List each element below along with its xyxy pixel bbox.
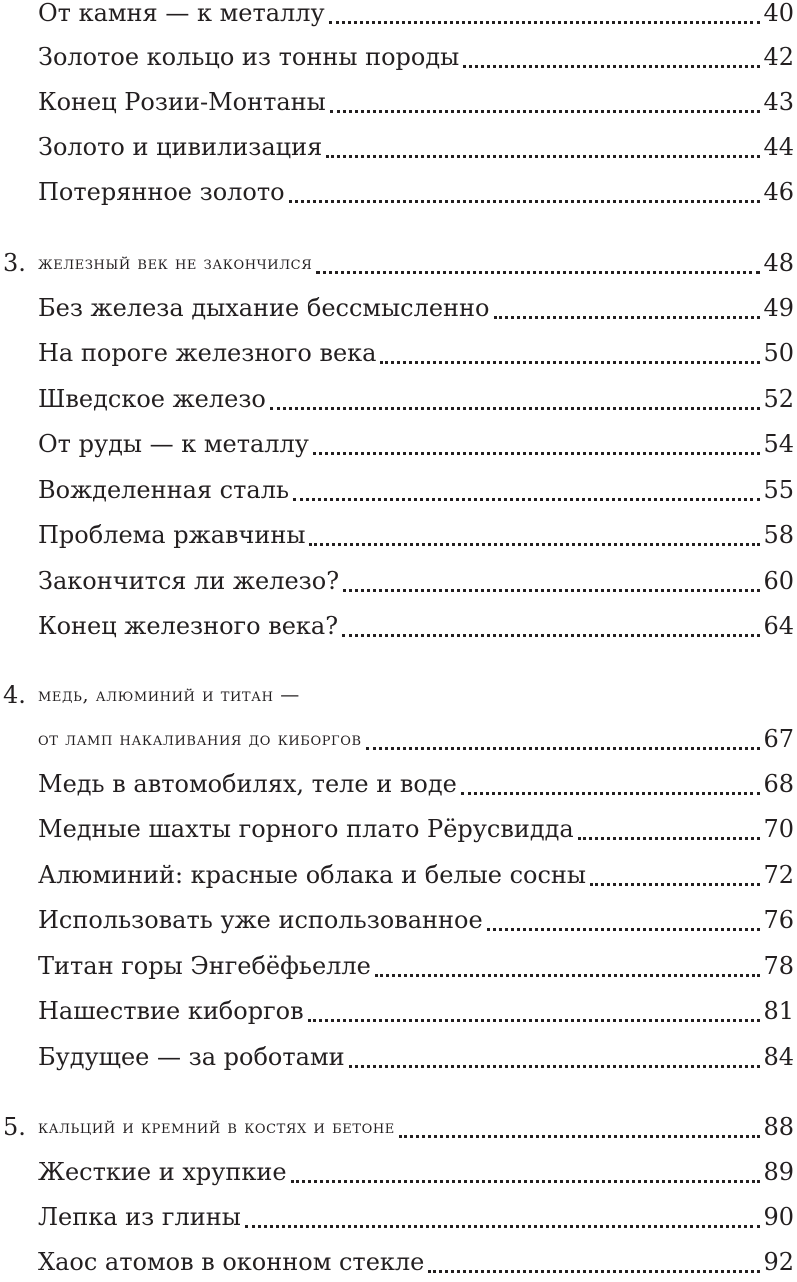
page-number: 60 — [763, 567, 794, 595]
toc-entry — [0, 0, 797, 33]
section-title: Использовать уже использованное — [38, 906, 483, 934]
toc-entry-row — [38, 470, 794, 510]
toc-entry — [0, 1152, 797, 1192]
toc-chapter — [0, 1107, 797, 1147]
section-title: Конец железного века? — [38, 612, 339, 640]
page-number: 72 — [763, 861, 794, 889]
dot-leader — [329, 0, 761, 33]
toc-entry-row — [38, 0, 794, 33]
toc-entry-row — [38, 1107, 794, 1147]
toc-entry — [0, 946, 797, 986]
section-title: Конец Розии-Монтаны — [38, 88, 326, 116]
section-title: Золото и цивилизация — [38, 133, 323, 161]
page-number: 50 — [763, 339, 794, 367]
dot-leader — [326, 127, 760, 167]
toc-entry-row — [38, 127, 794, 167]
toc-entry — [0, 900, 797, 940]
toc-chapter — [0, 675, 797, 715]
toc-entry — [0, 561, 797, 601]
toc-entry-row — [38, 855, 794, 895]
toc-entry — [0, 1037, 797, 1077]
chapter-number: 4. — [3, 681, 26, 709]
dot-leader — [349, 1037, 761, 1077]
page-number: 46 — [763, 178, 794, 206]
toc-entry — [0, 333, 797, 373]
toc-entry-row — [38, 809, 794, 849]
page-number: 89 — [763, 1158, 794, 1186]
page-number: 90 — [763, 1203, 794, 1231]
page-number: 88 — [763, 1113, 794, 1141]
chapter-title: медь, алюминий и титан — — [38, 684, 300, 706]
toc-entry — [0, 1197, 797, 1237]
toc-entry-row — [38, 946, 794, 986]
toc-entry — [0, 606, 797, 646]
page-number: 76 — [763, 906, 794, 934]
page-number: 58 — [763, 521, 794, 549]
toc-entry-row — [38, 288, 794, 328]
chapter-title: железный век не закончился — [38, 252, 313, 274]
section-title: Лепка из глины — [38, 1203, 241, 1231]
dot-leader — [330, 82, 761, 122]
toc-entry-row — [38, 1242, 794, 1282]
dot-leader — [461, 764, 761, 804]
section-title: Проблема ржавчины — [38, 521, 306, 549]
page-number: 52 — [763, 385, 794, 413]
dot-leader — [245, 1197, 761, 1237]
toc-entry — [0, 515, 797, 555]
section-title: Шведское железо — [38, 385, 266, 413]
toc-entry — [0, 1242, 797, 1282]
section-title: От камня — к металлу — [38, 0, 325, 27]
toc-entry-row — [38, 1152, 794, 1192]
section-title: Потерянное золото — [38, 178, 285, 206]
toc-chapter — [0, 719, 797, 759]
section-title: Будущее — за роботами — [38, 1043, 345, 1071]
section-title: Закончится ли железо? — [38, 567, 340, 595]
section-title: Медь в автомобилях, теле и воде — [38, 770, 457, 798]
section-title: Хаос атомов в оконном стекле — [38, 1248, 425, 1276]
toc-entry-row — [38, 719, 794, 759]
chapter-title: от ламп накаливания до киборгов — [38, 728, 362, 750]
toc-entry-row — [38, 243, 794, 283]
toc-entry-row — [38, 991, 794, 1031]
dot-leader — [289, 172, 761, 212]
toc-entry — [0, 991, 797, 1031]
section-title: Без железа дыхание бессмысленно — [38, 294, 490, 322]
toc-entry — [0, 82, 797, 122]
toc-entry-row — [38, 424, 794, 464]
dot-leader — [375, 946, 761, 986]
section-title: Медные шахты горного плато Рёрусвидда — [38, 815, 574, 843]
toc-entry-row — [38, 606, 794, 646]
dot-leader — [316, 243, 760, 283]
page-number: 92 — [763, 1248, 794, 1276]
dot-leader — [291, 1152, 761, 1192]
page-number: 55 — [763, 476, 794, 504]
dot-leader — [343, 561, 760, 601]
toc-entry-row — [38, 675, 794, 715]
section-title: Золотое кольцо из тонны породы — [38, 43, 460, 71]
toc-entry — [0, 424, 797, 464]
dot-leader — [428, 1242, 760, 1282]
page-number: 78 — [763, 952, 794, 980]
dot-leader — [342, 606, 760, 646]
page-number: 84 — [763, 1043, 794, 1071]
toc-entry — [0, 379, 797, 419]
toc-entry — [0, 809, 797, 849]
toc-entry — [0, 37, 797, 77]
page-number: 54 — [763, 430, 794, 458]
section-title: Нашествие киборгов — [38, 997, 304, 1025]
section-title: Титан горы Энгебёфьелле — [38, 952, 371, 980]
dot-leader — [380, 333, 760, 373]
dot-leader — [590, 855, 760, 895]
page-number: 64 — [763, 612, 794, 640]
toc-entry-row — [38, 900, 794, 940]
toc-entry-row — [38, 1197, 794, 1237]
dot-leader — [293, 470, 760, 510]
toc-entry-row — [38, 561, 794, 601]
toc-entry-row — [38, 82, 794, 122]
page-number: 40 — [763, 0, 794, 27]
toc-entry-row — [38, 1037, 794, 1077]
dot-leader — [578, 809, 761, 849]
page-number: 81 — [763, 997, 794, 1025]
dot-leader — [487, 900, 761, 940]
toc-entry-row — [38, 515, 794, 555]
chapter-number: 3. — [3, 249, 26, 277]
toc-entry — [0, 172, 797, 212]
dot-leader — [399, 1107, 761, 1147]
dot-leader — [309, 515, 760, 555]
page-number: 68 — [763, 770, 794, 798]
dot-leader — [270, 379, 761, 419]
section-title: Алюминий: красные облака и белые сосны — [38, 861, 587, 889]
page-number: 44 — [763, 133, 794, 161]
toc-entry — [0, 855, 797, 895]
toc-entry — [0, 470, 797, 510]
page-number: 49 — [763, 294, 794, 322]
toc-entry — [0, 127, 797, 167]
section-title: От руды — к металлу — [38, 430, 309, 458]
toc-entry-row — [38, 379, 794, 419]
page-number: 43 — [763, 88, 794, 116]
chapter-number: 5. — [3, 1113, 26, 1141]
dot-leader — [494, 288, 761, 328]
page-number: 42 — [763, 43, 794, 71]
dot-leader — [463, 37, 760, 77]
toc-chapter — [0, 243, 797, 283]
dot-leader — [313, 424, 761, 464]
page-number: 70 — [763, 815, 794, 843]
toc-entry-row — [38, 764, 794, 804]
dot-leader — [308, 991, 761, 1031]
toc-entry-row — [38, 37, 794, 77]
section-title: Жесткие и хрупкие — [38, 1158, 287, 1186]
dot-leader — [366, 719, 761, 759]
section-title: Вожделенная сталь — [38, 476, 290, 504]
toc-entry-row — [38, 172, 794, 212]
toc-entry — [0, 764, 797, 804]
toc-entry-row — [38, 333, 794, 373]
section-title: На пороге железного века — [38, 339, 377, 367]
toc-entry — [0, 288, 797, 328]
page-number: 48 — [763, 249, 794, 277]
page-number: 67 — [763, 725, 794, 753]
chapter-title: кальций и кремний в костях и бетоне — [38, 1116, 395, 1138]
